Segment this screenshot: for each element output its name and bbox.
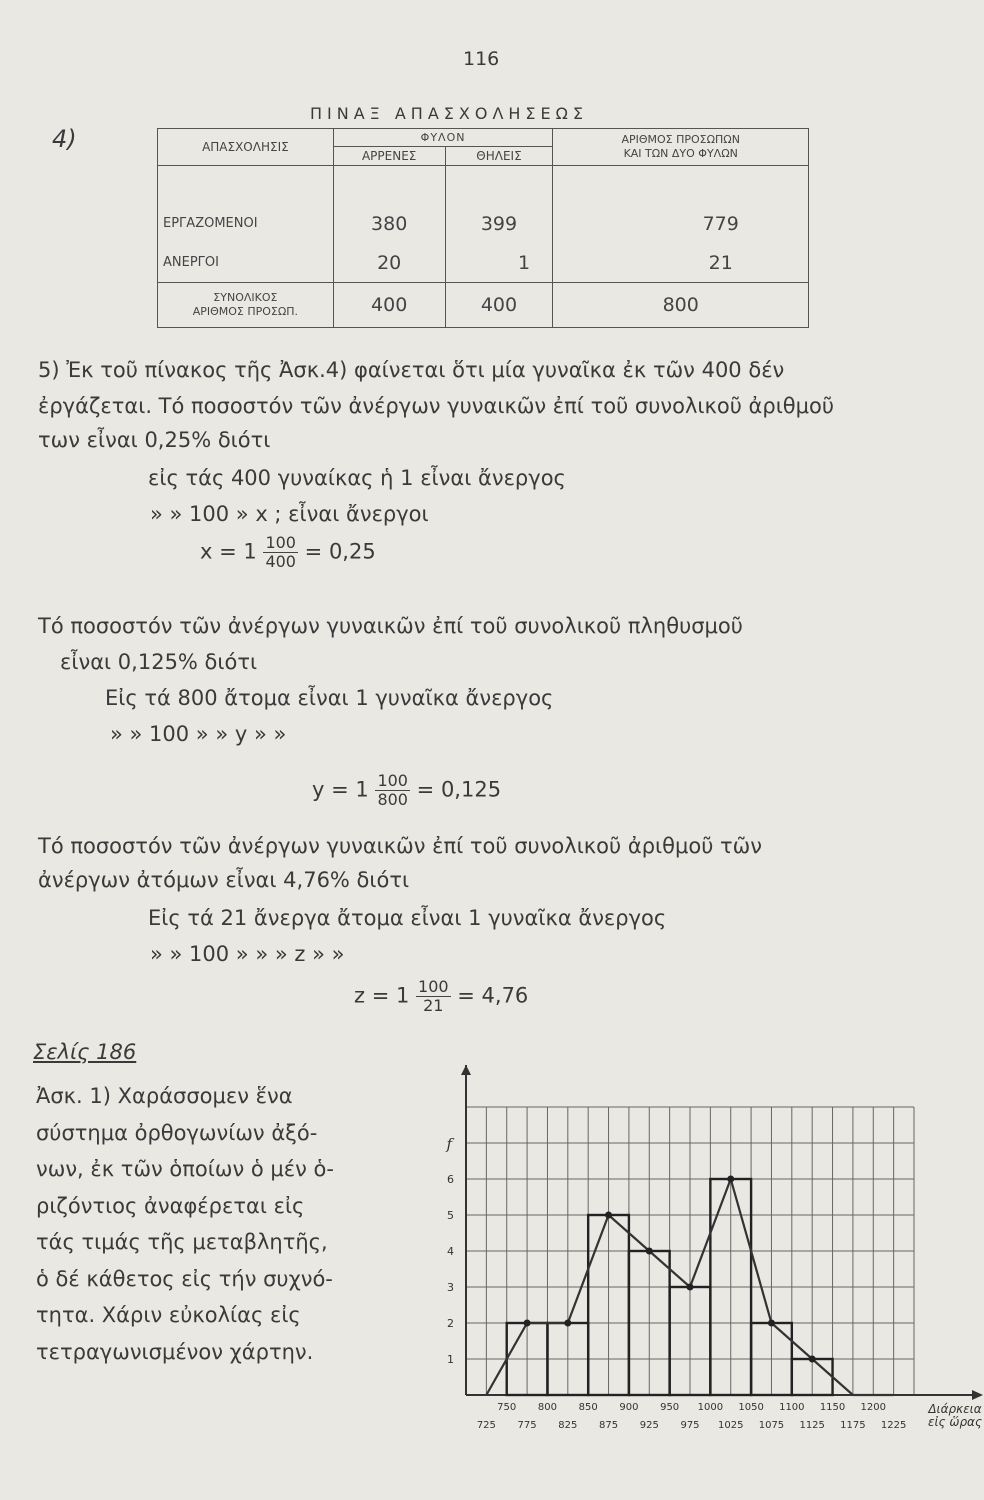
p1-eq-rhs: = 0,25 xyxy=(304,539,376,564)
p1-line1: εἰς τάς 400 γυναίκας ἡ 1 εἶναι ἄνεργος xyxy=(148,466,566,490)
y-tick-label: 1 xyxy=(447,1353,454,1366)
sec5-line2: ἐργάζεται. Τό ποσοστόν τῶν ἀνέργων γυναικῶν ἐπί τοῦ συνολικοῦ ἀριθμοῦ xyxy=(38,394,835,418)
x-edge-label: 1000 xyxy=(697,1402,724,1413)
exercise-line: Ἀσκ. 1) Χαράσσομεν ἕνα xyxy=(36,1084,293,1108)
x-edge-label: 850 xyxy=(578,1402,598,1413)
p2-line1: Εἰς τά 800 ἄτομα εἶναι 1 γυναῖκα ἄνεργος xyxy=(105,686,554,710)
exercise-line: ὁ δέ κάθετος εἰς τήν συχνό- xyxy=(36,1266,333,1291)
header-sex: ΦΥΛΟΝ xyxy=(333,129,553,147)
p1-equation xyxy=(200,534,376,571)
exercise-line: νων, ἐκ τῶν ὁποίων ὁ μέν ὁ- xyxy=(36,1157,334,1181)
x-midpoint-label: 1225 xyxy=(880,1420,907,1431)
y-tick-label: 3 xyxy=(447,1281,454,1294)
polygon-point xyxy=(768,1320,775,1327)
header-female: ΘΗΛΕΙΣ xyxy=(445,147,553,165)
x-edge-label: 950 xyxy=(660,1402,680,1413)
x-midpoint-label: 875 xyxy=(598,1420,619,1431)
polygon-point xyxy=(646,1248,653,1255)
exercise-line: σύστημα ὀρθογωνίων ἀξό- xyxy=(36,1120,318,1145)
header-total-line1: ΑΡΙΘΜΟΣ ΠΡΟΣΩΠΩΝ xyxy=(621,132,740,146)
p1-eq-lhs: x = 1 xyxy=(200,539,257,564)
sum-female: 400 xyxy=(445,282,553,327)
x-midpoint-label: 1025 xyxy=(718,1420,744,1431)
x-midpoint-label: 775 xyxy=(517,1420,537,1431)
exercise-line: τητα. Χάριν εὐκολίας εἰς xyxy=(36,1303,301,1327)
page-number: 116 xyxy=(463,48,500,70)
x-midpoint-label: 725 xyxy=(476,1420,496,1431)
y-axis-symbol: f xyxy=(446,1135,452,1153)
exercise-line: τάς τιμάς τῆς μεταβλητῆς, xyxy=(36,1230,328,1254)
y-tick-label: 4 xyxy=(447,1245,454,1258)
p2-eq-lhs: y = 1 xyxy=(312,777,369,802)
sum-label xyxy=(158,282,334,327)
x-midpoint-label: 1125 xyxy=(799,1420,825,1431)
x-midpoint-label: 1175 xyxy=(840,1420,866,1431)
b3-line2: ἀνέργων ἀτόμων εἶναι 4,76% διότι xyxy=(38,868,410,892)
x-midpoint-label: 825 xyxy=(558,1420,578,1431)
b3-line1: Τό ποσοστόν τῶν ἀνέργων γυναικῶν ἐπί τοῦ συνολικοῦ ἀριθμοῦ τῶν xyxy=(38,834,762,858)
polygon-point xyxy=(687,1284,694,1291)
table-row xyxy=(158,204,809,243)
polygon-point xyxy=(809,1356,816,1363)
x-axis-label-line1: Διάρκεια xyxy=(928,1402,982,1416)
polygon-point xyxy=(605,1212,612,1219)
row-male: 20 xyxy=(333,243,445,282)
selis-heading: Σελίς 186 xyxy=(33,1040,137,1064)
table-row xyxy=(158,243,809,282)
row-total: 21 xyxy=(553,243,809,282)
section-4-label: 4) xyxy=(52,125,77,153)
y-tick-label: 2 xyxy=(447,1317,454,1330)
polygon-point xyxy=(564,1320,571,1327)
b2-line1: Τό ποσοστόν τῶν ἀνέργων γυναικῶν ἐπί τοῦ συνολικοῦ πληθυσμοῦ xyxy=(38,614,743,638)
x-axis-label-line2: εἰς ὥρας xyxy=(927,1415,983,1429)
x-edge-label: 800 xyxy=(537,1402,558,1413)
polygon-point xyxy=(727,1176,734,1183)
header-total-line2: ΚΑΙ ΤΩΝ ΔΥΟ ΦΥΛΩΝ xyxy=(623,146,738,160)
table-title: ΠΙΝΑΞ ΑΠΑΣΧΟΛΗΣΕΩΣ xyxy=(310,104,588,123)
employment-table xyxy=(157,128,809,328)
p3-eq-rhs: = 4,76 xyxy=(457,983,529,1008)
header-total xyxy=(553,129,809,166)
p3-eq-lhs: z = 1 xyxy=(354,983,410,1008)
sum-label-line1: ΣΥΝΟΛΙΚΟΣ xyxy=(213,290,278,304)
p3-line1: Εἰς τά 21 ἄνεργα ἄτομα εἶναι 1 γυναῖκα ἄνεργος xyxy=(148,906,667,930)
row-female: 1 xyxy=(445,243,553,282)
x-edge-label: 1200 xyxy=(860,1402,886,1413)
table-sum-row xyxy=(158,282,809,327)
x-edge-label: 750 xyxy=(497,1402,517,1413)
p3-fraction: $\frac{100}{21}$ xyxy=(418,977,449,1015)
sec5-line1: 5) Ἐκ τοῦ πίνακος τῆς Ἀσκ.4) φαίνεται ὅτι μία γυναῖκα ἐκ τῶν 400 δέν xyxy=(38,358,785,382)
x-edge-label: 1100 xyxy=(779,1402,805,1413)
header-male: ΑΡΡΕΝΕΣ xyxy=(333,147,445,165)
y-tick-label: 5 xyxy=(447,1209,454,1222)
sum-male: 400 xyxy=(333,282,445,327)
p2-fraction: $\frac{100}{800}$ xyxy=(377,771,408,809)
row-female: 399 xyxy=(445,204,553,243)
exercise-line: τετραγωνισμένον χάρτην. xyxy=(36,1339,314,1364)
sum-label-line2: ΑΡΙΘΜΟΣ ΠΡΟΣΩΠ. xyxy=(192,304,299,318)
x-edge-label: 900 xyxy=(619,1402,639,1413)
row-male: 380 xyxy=(333,204,445,243)
p2-equation xyxy=(312,772,501,809)
x-midpoint-label: 975 xyxy=(680,1420,700,1431)
x-edge-label: 1150 xyxy=(819,1402,846,1413)
row-label: ΑΝΕΡΓΟΙ xyxy=(158,243,334,282)
p2-eq-rhs: = 0,125 xyxy=(416,777,502,802)
p3-equation xyxy=(354,978,528,1015)
y-tick-label: 6 xyxy=(447,1173,454,1186)
exercise-line: ριζόντιος ἀναφέρεται εἰς xyxy=(36,1193,305,1218)
sec5-line3: των εἶναι 0,25% διότι xyxy=(38,428,271,452)
sum-total: 800 xyxy=(553,282,809,327)
b2-line2: εἶναι 0,125% διότι xyxy=(60,650,258,674)
polygon-point xyxy=(524,1320,531,1327)
p1-fraction: $\frac{100}{400}$ xyxy=(265,533,296,571)
x-axis-arrow xyxy=(972,1390,983,1400)
p2-line2: » » 100 » » y » » xyxy=(110,722,287,746)
row-label: ΕΡΓΑΖΟΜΕΝΟΙ xyxy=(158,204,334,243)
x-midpoint-label: 925 xyxy=(639,1420,659,1431)
x-edge-label: 1050 xyxy=(738,1402,764,1413)
p3-line2: » » 100 » » » z » » xyxy=(150,942,345,966)
header-occupation: ΑΠΑΣΧΟΛΗΣΙΣ xyxy=(158,129,334,166)
y-axis-arrow xyxy=(461,1065,471,1075)
row-total: 779 xyxy=(553,204,809,243)
x-midpoint-label: 1075 xyxy=(758,1420,785,1431)
histogram-chart xyxy=(420,1065,984,1445)
p1-line2: » » 100 » x ; εἶναι ἄνεργοι xyxy=(150,502,429,526)
